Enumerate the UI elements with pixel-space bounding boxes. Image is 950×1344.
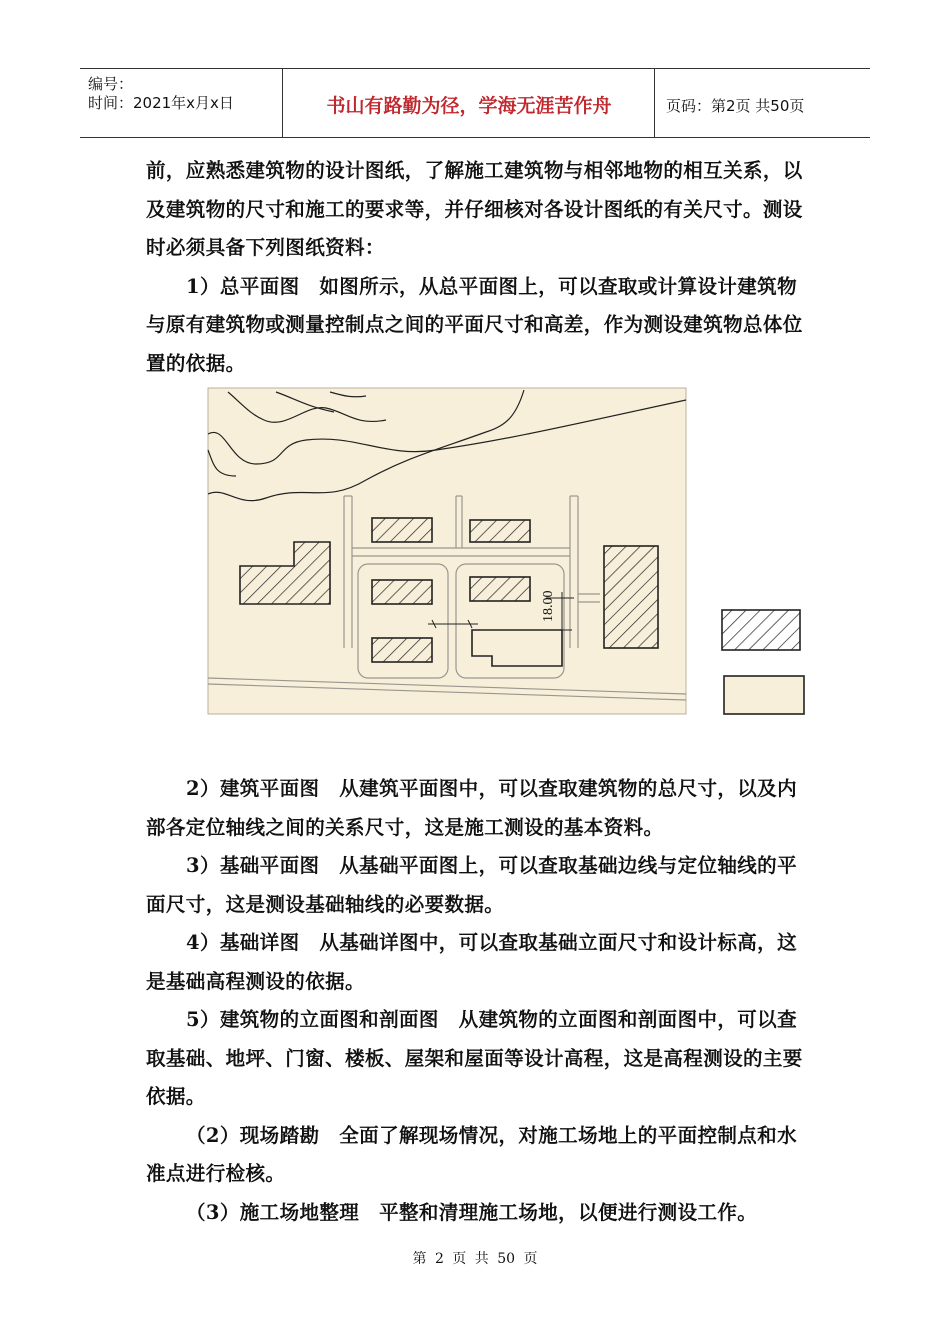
paragraph-elevation-section: 5）建筑物的立面图和剖面图 从建筑物的立面图和剖面图中，可以查取基础、地坪、门窗、楼板、屋架和屋面等设计高程，这是高程测设的主要依据。 <box>146 1008 803 1108</box>
paragraph-site-plan: 1）总平面图 如图所示，从总平面图上，可以查取或计算设计建筑物与原有建筑物或测量控制点之间的平面尺寸和高差，作为测设建筑物总体位置的依据。 <box>146 274 803 375</box>
site-plan-figure <box>206 386 810 718</box>
header-page-info: 页码：第2页 共50页 <box>666 97 805 115</box>
paragraph-site-preparation: （3）施工场地整理 平整和清理施工场地，以便进行测设工作。 <box>186 1200 758 1224</box>
legend-existing-building <box>722 610 800 650</box>
document-number-label: 编号： <box>88 75 134 93</box>
body-lower-text <box>146 770 816 1232</box>
body-upper-text <box>146 152 816 383</box>
paragraph-intro: 前，应熟悉建筑物的设计图纸，了解施工建筑物与相邻地物的相互关系，以及建筑物的尺寸和施工的要求等，并仔细核对各设计图纸的有关尺寸。测设时必须具备下列图纸资料： <box>146 159 803 259</box>
paragraph-building-plan: 2）建筑平面图 从建筑平面图中，可以查取建筑物的总尺寸，以及内部各定位轴线之间的关系尺寸，这是施工测设的基本资料。 <box>146 777 797 839</box>
building-west-1 <box>372 580 432 604</box>
paragraph-foundation-detail: 4）基础详图 从基础详图中，可以查取基础立面尺寸和设计标高，这是基础高程测设的依据。 <box>146 931 797 993</box>
building-west-2 <box>372 638 432 662</box>
building-north-1 <box>372 518 432 542</box>
building-north-2 <box>470 520 530 542</box>
page-header <box>80 68 870 138</box>
header-right-cell <box>656 69 870 137</box>
paragraph-site-survey: （2）现场踏勘 全面了解现场情况，对施工场地上的平面控制点和水准点进行检核。 <box>146 1123 797 1185</box>
header-motto: 书山有路勤为径，学海无涯苦作舟 <box>326 95 612 117</box>
page-footer: 第 2 页 共 50 页 <box>412 1251 538 1267</box>
building-east-1 <box>470 577 530 601</box>
document-time-label: 时间：2021年x月x日 <box>88 94 234 112</box>
header-middle-cell <box>284 69 655 137</box>
building-far-east <box>604 546 658 648</box>
legend-proposed-building <box>724 676 804 714</box>
dimension-label: 18.00 <box>541 590 556 622</box>
header-left-cell <box>80 69 283 137</box>
paragraph-foundation-plan: 3）基础平面图 从基础平面图上，可以查取基础边线与定位轴线的平面尺寸，这是测设基础轴线的必要数据。 <box>146 854 797 916</box>
